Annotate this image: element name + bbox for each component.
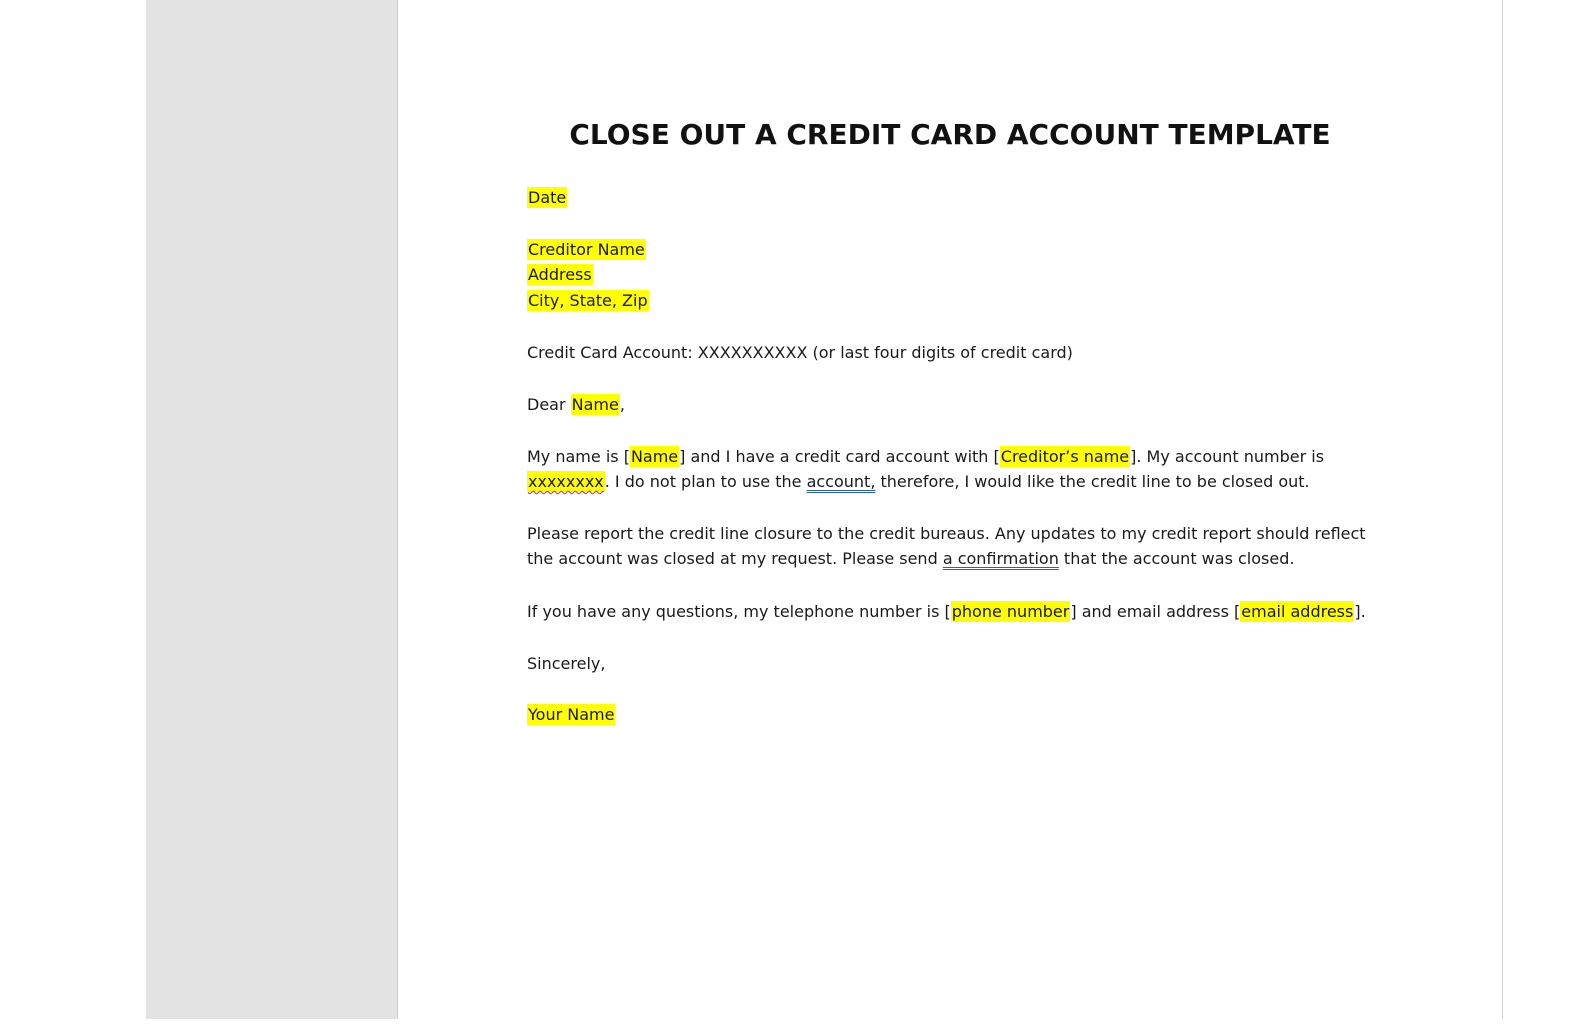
p2-text1: the account was closed at my request. Please send bbox=[527, 549, 943, 568]
city-state-zip-line bbox=[527, 290, 649, 312]
p1-text5: therefore, I would like the credit line to be closed out. bbox=[875, 472, 1310, 491]
document-workspace bbox=[146, 0, 1458, 1019]
creditor-name-placeholder: Creditor Name bbox=[528, 240, 645, 259]
p3-phone-placeholder: phone number bbox=[951, 602, 1070, 621]
p1-text1: My name is [ bbox=[527, 447, 630, 466]
salutation bbox=[527, 394, 625, 416]
salutation-name-placeholder: Name bbox=[571, 395, 619, 414]
account-line: Credit Card Account: XXXXXXXXXX (or last four digits of credit card) bbox=[527, 343, 1073, 362]
paragraph3 bbox=[527, 601, 1366, 623]
p1-text3: ]. My account number is bbox=[1130, 447, 1325, 466]
p1-text2: ] and I have a credit card account with [ bbox=[679, 447, 1000, 466]
address-placeholder: Address bbox=[528, 265, 592, 284]
p1-account-word[interactable]: account, bbox=[806, 472, 876, 491]
document-page[interactable] bbox=[397, 0, 1503, 1019]
paragraph2-line1: Please report the credit line closure to the credit bureaus. Any updates to my credit report should reflect bbox=[527, 524, 1366, 543]
address-line bbox=[527, 264, 593, 286]
p2-text2: that the account was closed. bbox=[1058, 549, 1295, 568]
signature-placeholder: Your Name bbox=[528, 705, 615, 724]
p3-text1: If you have any questions, my telephone number is [ bbox=[527, 602, 951, 621]
p3-email-placeholder: email address bbox=[1241, 602, 1354, 621]
p1-account-number-placeholder[interactable]: xxxxxxxx bbox=[528, 472, 604, 491]
signature-line bbox=[527, 704, 615, 726]
city-state-zip-placeholder: City, State, Zip bbox=[528, 291, 648, 310]
salutation-suffix: , bbox=[619, 395, 625, 414]
paragraph1-line2 bbox=[527, 471, 1310, 493]
document-title: CLOSE OUT A CREDIT CARD ACCOUNT TEMPLATE bbox=[569, 118, 1331, 151]
salutation-prefix: Dear bbox=[527, 395, 571, 414]
closing: Sincerely, bbox=[527, 654, 606, 673]
p2-confirmation-word[interactable]: a confirmation bbox=[942, 549, 1059, 568]
date-placeholder: Date bbox=[528, 188, 567, 207]
p1-creditor-placeholder: Creditor’s name bbox=[1000, 447, 1130, 466]
p3-text2: ] and email address [ bbox=[1070, 602, 1241, 621]
paragraph2-line2 bbox=[527, 548, 1294, 570]
p1-text4: . I do not plan to use the bbox=[604, 472, 807, 491]
creditor-name-line bbox=[527, 239, 646, 261]
paragraph1-line1 bbox=[527, 446, 1324, 468]
p1-name-placeholder: Name bbox=[630, 447, 679, 466]
date-line bbox=[527, 187, 567, 209]
p3-text3: ]. bbox=[1354, 602, 1366, 621]
